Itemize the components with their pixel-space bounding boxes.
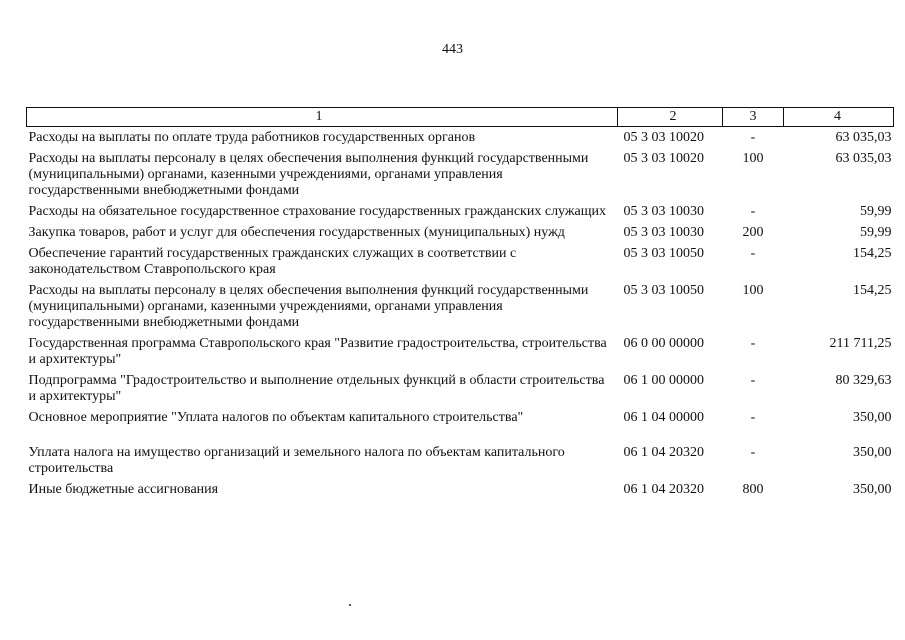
- row-name: Расходы на выплаты по оплате труда работников государственных органов: [28, 130, 476, 145]
- row-name: Обеспечение гарантий государственных гражданских служащих в соответствии с законодательством Ставропольского края: [28, 246, 517, 277]
- column-header-1: 1: [27, 108, 618, 127]
- row-code: 06 0 00 00000: [623, 336, 704, 351]
- row-name: Закупка товаров, работ и услуг для обеспечения государственных (муниципальных) нужд: [28, 225, 565, 240]
- row-code: 05 3 03 10050: [623, 246, 704, 261]
- table-row: [27, 333, 894, 370]
- table-row: [27, 280, 894, 333]
- row-name: Расходы на выплаты персоналу в целях обеспечения выполнения функций государственными (муниципальными) органами, казенными учреждениями, органами управления государственными внебюджетными фондами: [28, 283, 589, 330]
- row-amount: 154,25: [853, 246, 892, 261]
- column-header-3: 3: [723, 108, 784, 127]
- table-row: [27, 479, 894, 500]
- row-code: 06 1 04 20320: [623, 445, 704, 460]
- row-code: 06 1 04 20320: [623, 482, 704, 497]
- row-amount: 211 711,25: [829, 336, 892, 351]
- row-amount: 350,00: [853, 445, 892, 460]
- row-code: 05 3 03 10030: [623, 204, 704, 219]
- column-header-4: 4: [784, 108, 894, 127]
- row-type: 200: [742, 225, 764, 240]
- table-row: [27, 127, 894, 149]
- row-type: 800: [742, 482, 764, 497]
- row-type: -: [750, 445, 756, 460]
- table-row: [27, 407, 894, 428]
- row-amount: 350,00: [853, 482, 892, 497]
- column-header-2: 2: [618, 108, 723, 127]
- row-type: 100: [742, 151, 764, 166]
- scan-speck: [349, 604, 351, 606]
- row-name: Иные бюджетные ассигнования: [28, 482, 219, 497]
- table-row: [27, 222, 894, 243]
- row-name: Уплата налога на имущество организаций и земельного налога по объектам капитального строительства: [28, 445, 565, 476]
- row-type: 100: [742, 283, 764, 298]
- table-header-row: [27, 108, 894, 127]
- budget-table: [26, 107, 894, 500]
- page-number: 443: [442, 42, 463, 57]
- row-type: -: [750, 246, 756, 261]
- row-name: Расходы на обязательное государственное страхование государственных гражданских служащих: [28, 204, 607, 219]
- table-row: [27, 148, 894, 201]
- row-type: -: [750, 204, 756, 219]
- table-row: [27, 442, 894, 479]
- row-code: 06 1 04 00000: [623, 410, 704, 425]
- row-amount: 350,00: [853, 410, 892, 425]
- row-amount: 63 035,03: [835, 130, 892, 145]
- row-amount: 59,99: [860, 204, 892, 219]
- row-code: 05 3 03 10020: [623, 130, 704, 145]
- row-code: 06 1 00 00000: [623, 373, 704, 388]
- row-amount: 80 329,63: [835, 373, 892, 388]
- row-code: 05 3 03 10020: [623, 151, 704, 166]
- row-amount: 63 035,03: [835, 151, 892, 166]
- row-name: Основное мероприятие "Уплата налогов по объектам капитального строительства": [28, 410, 524, 425]
- row-type: -: [750, 336, 756, 351]
- row-amount: 154,25: [853, 283, 892, 298]
- row-code: 05 3 03 10030: [623, 225, 704, 240]
- row-amount: 59,99: [860, 225, 892, 240]
- table-row: [27, 370, 894, 407]
- row-name: Государственная программа Ставропольского края "Развитие градостроительства, строительства и архитектуры": [28, 336, 607, 367]
- row-name: Расходы на выплаты персоналу в целях обеспечения выполнения функций государственными (муниципальными) органами, казенными учреждениями, органами управления государственными внебюджетными фондами: [28, 151, 589, 198]
- table-row: [27, 201, 894, 222]
- row-type: -: [750, 130, 756, 145]
- row-type: -: [750, 373, 756, 388]
- row-name: Подпрограмма "Градостроительство и выполнение отдельных функций в области строительства и архитектуры": [28, 373, 605, 404]
- table-spacer-row: [27, 428, 894, 442]
- row-code: 05 3 03 10050: [623, 283, 704, 298]
- table-row: [27, 243, 894, 280]
- row-type: -: [750, 410, 756, 425]
